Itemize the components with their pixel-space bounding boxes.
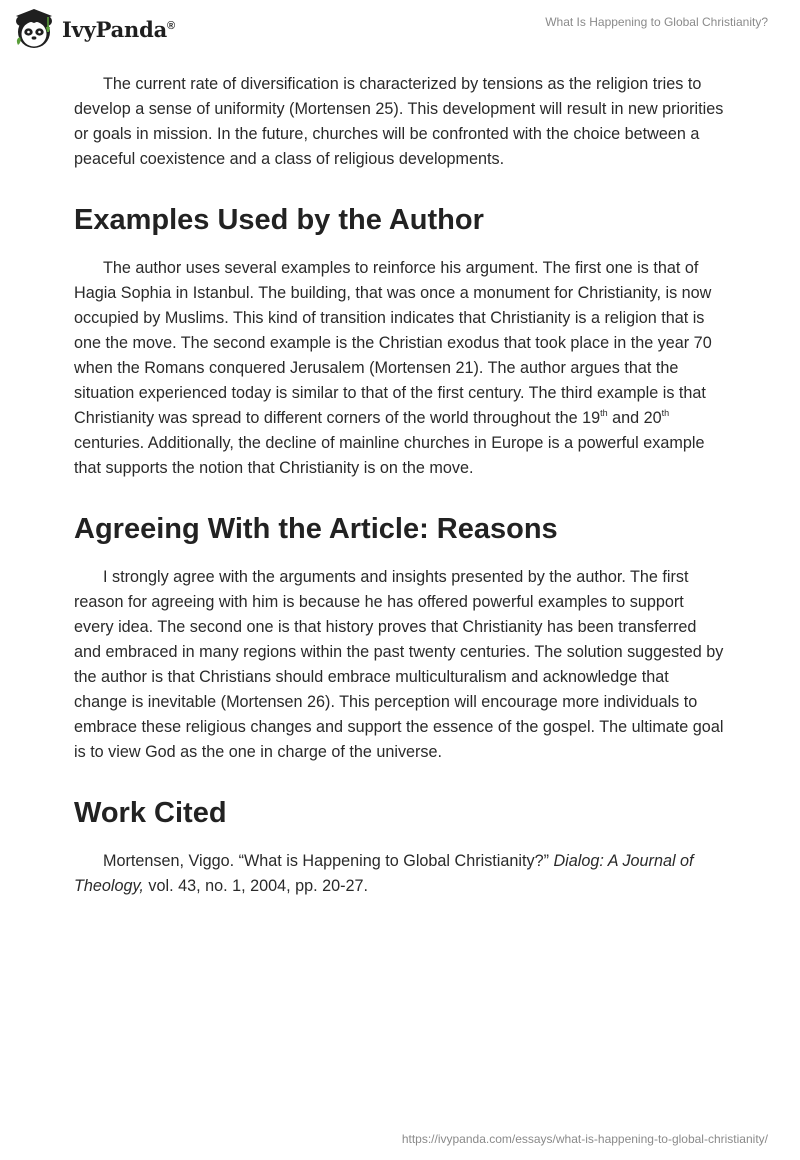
- document-title: What Is Happening to Global Christianity?: [545, 15, 768, 29]
- agreeing-paragraph: I strongly agree with the arguments and insights presented by the author. The first reason for agreeing with him is because he has offered powerful examples to support every idea. The second one is that history proves that Christianity has been transferred and embraced in many regions within the past twenty centuries. The solution suggested by the author is that Christians should embrace multiculturalism and acknowledge that change is inevitable (Mortensen 26). This perception will encourage more individuals to embrace these religious changes and support the essence of the gospel. The ultimate goal is to view God as the one in charge of the universe.: [74, 568, 724, 761]
- source-url-link[interactable]: https://ivypanda.com/essays/what-is-happening-to-global-christianity/: [401, 1132, 768, 1146]
- logo[interactable]: [12, 7, 175, 51]
- examples-paragraph: The author uses several examples to reinforce his argument. The first one is that of Hagia Sophia in Istanbul. The building, that was once a monument for Christianity, is now occupied by Muslims. This kind of transition indicates that Christianity is a religion that is one the move. The second example is the Christian exodus that took place in the year 70 when the Romans conquered Jerusalem (Mortensen 21). The author argues that the situation experienced today is similar to that of the first century. The third example is that Christianity was spread to different corners of the world throughout the 19th and 20th centuries. Additionally, the decline of mainline churches in Europe is a powerful example that supports the notion that Christianity is on the move.: [74, 259, 712, 477]
- citation: Mortensen, Viggo. “What is Happening to Global Christianity?” Dialog: A Journal of Theology, vol. 43, no. 1, 2004, pp. 20-27.: [74, 852, 694, 895]
- work-cited-heading: Work Cited: [74, 797, 227, 829]
- intro-paragraph: The current rate of diversification is characterized by tensions as the religion tries to develop a sense of uniformity (Mortensen 25). This development will result in new priorities or goals in mission. In the future, churches will be confronted with the choice between a peaceful coexistence and a class of religious developments.: [74, 75, 724, 168]
- panda-logo-icon: [12, 7, 56, 51]
- examples-heading: Examples Used by the Author: [74, 204, 484, 236]
- agreeing-heading: Agreeing With the Article: Reasons: [74, 513, 558, 545]
- brand-name: IvyPanda®: [62, 16, 175, 42]
- page-header: [0, 0, 800, 62]
- essay-content: [74, 72, 726, 899]
